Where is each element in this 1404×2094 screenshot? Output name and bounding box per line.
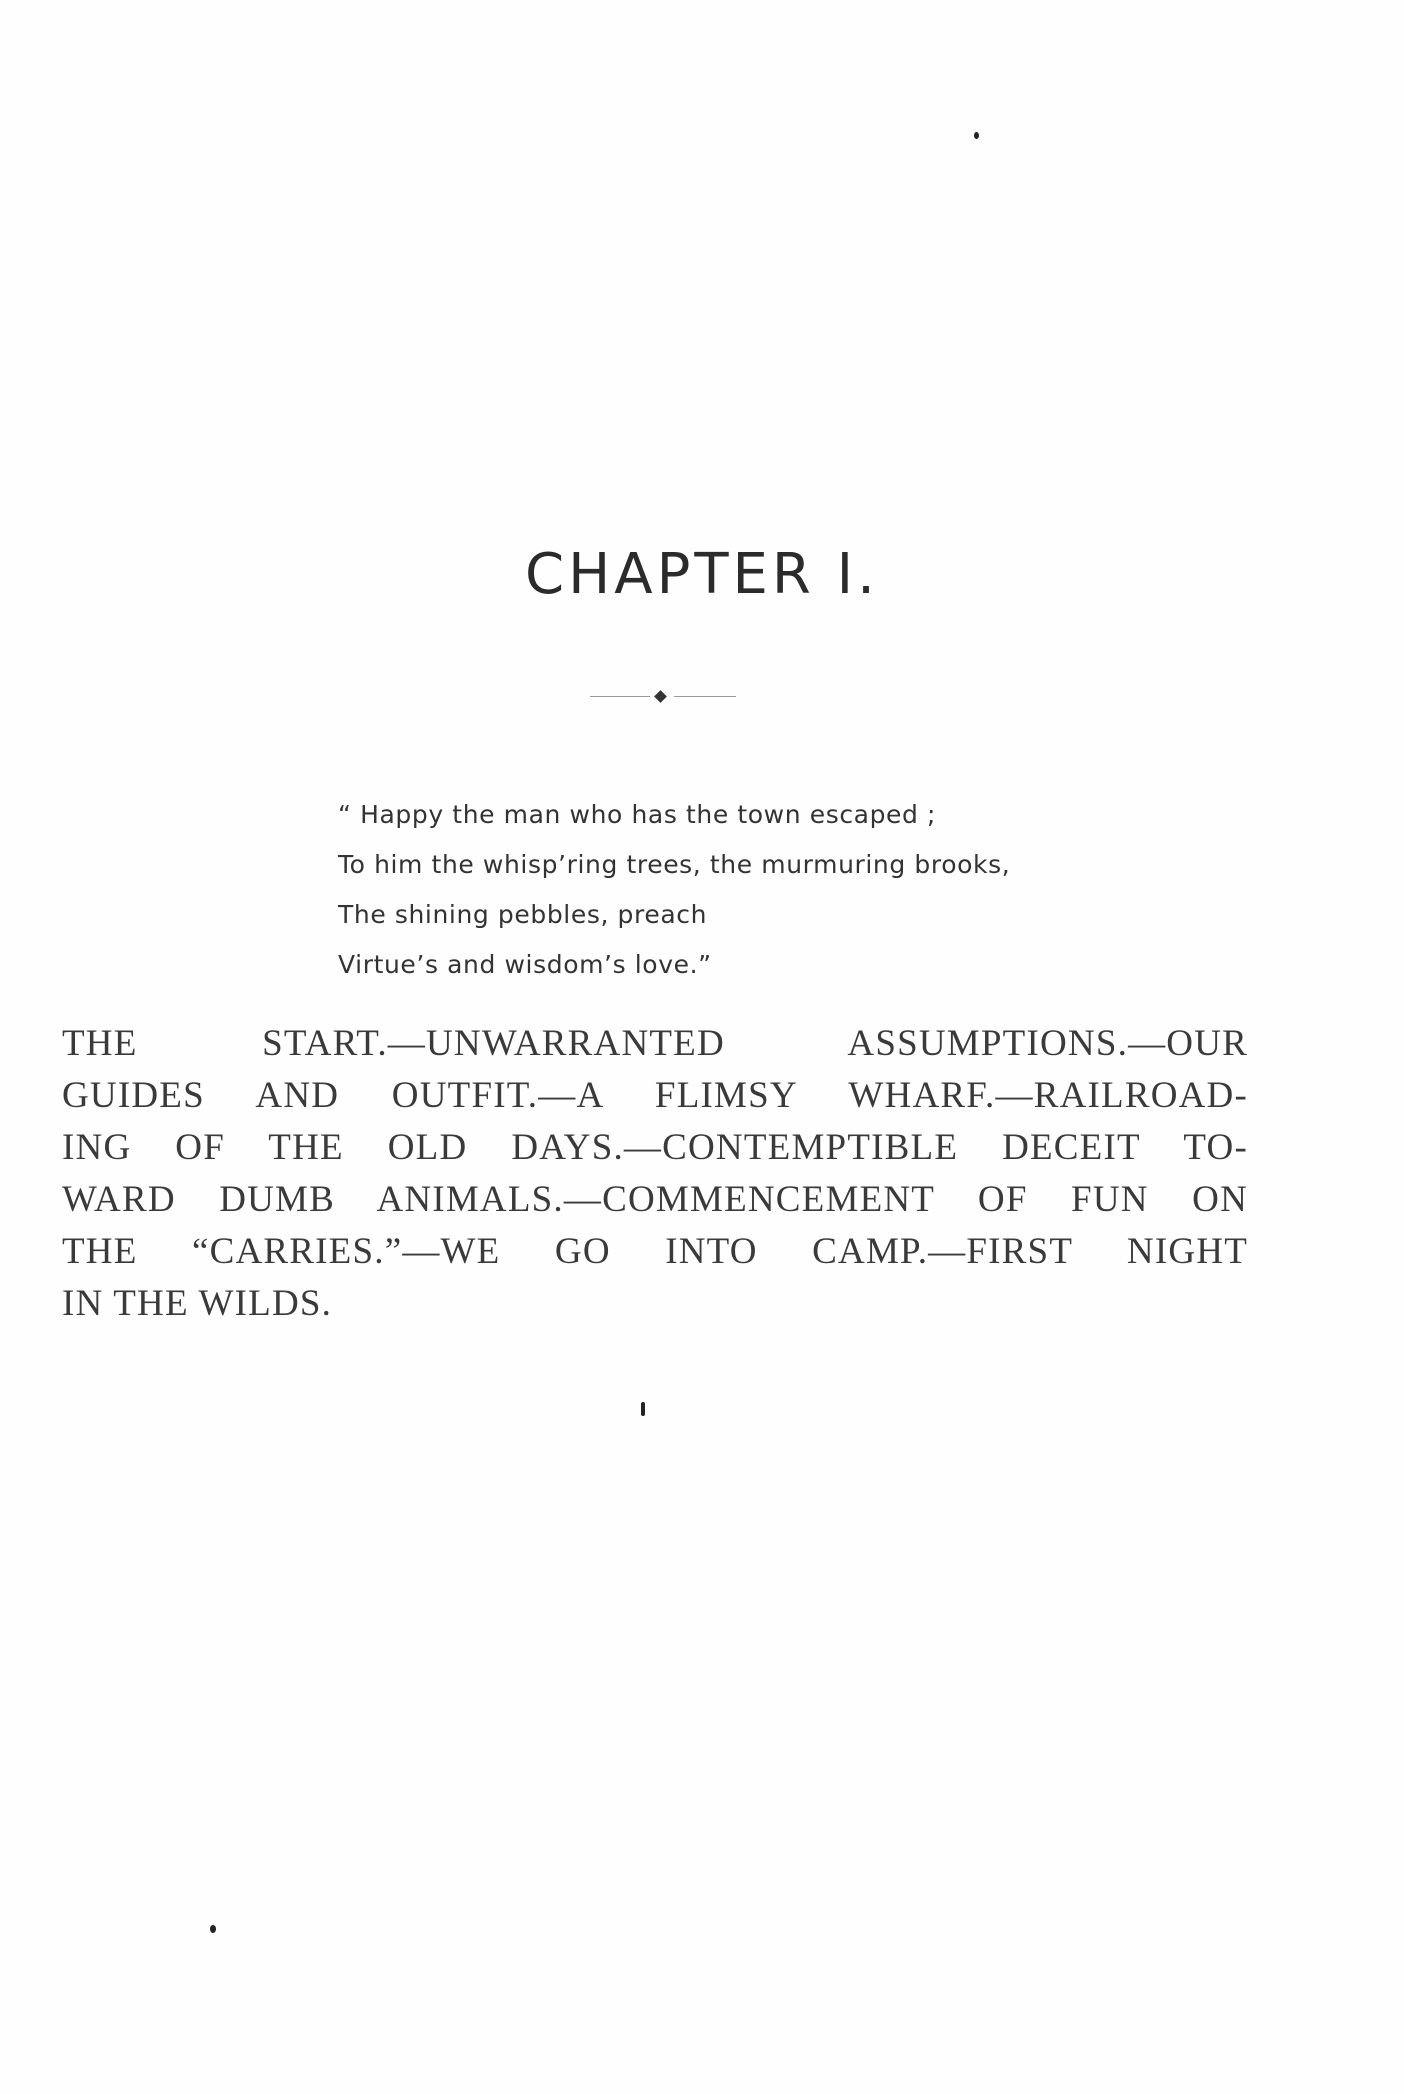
epigraph-verse [338, 790, 1238, 990]
epigraph-line: Virtue’s and wisdom’s love.” [338, 950, 712, 979]
print-speck [641, 1402, 645, 1416]
ornament-divider [590, 690, 740, 704]
epigraph-line: “ Happy the man who has the town escaped ; [338, 800, 937, 829]
chapter-title: CHAPTER I. [525, 542, 879, 607]
chapter-summary [62, 1018, 1248, 1330]
ornament-line-left [590, 696, 650, 697]
print-speck [974, 132, 979, 139]
summary-line: WARD DUMB ANIMALS.—COMMENCEMENT OF FUN ON [62, 1179, 1248, 1220]
ornament-line-right [674, 696, 736, 697]
summary-line: THE START.—UNWARRANTED ASSUMPTIONS.—OUR [62, 1023, 1248, 1064]
summary-line: IN THE WILDS. [62, 1283, 333, 1324]
print-speck [210, 1925, 216, 1933]
summary-line: ING OF THE OLD DAYS.—CONTEMPTIBLE DECEIT TO- [62, 1127, 1248, 1168]
summary-line: GUIDES AND OUTFIT.—A FLIMSY WHARF.—RAILROAD- [62, 1075, 1248, 1116]
summary-line: THE “CARRIES.”—WE GO INTO CAMP.—FIRST NIGHT [62, 1231, 1248, 1272]
epigraph-line: To him the whisp’ring trees, the murmuring brooks, [338, 850, 1011, 879]
diamond-icon [654, 690, 667, 703]
epigraph-line: The shining pebbles, preach [338, 900, 708, 929]
